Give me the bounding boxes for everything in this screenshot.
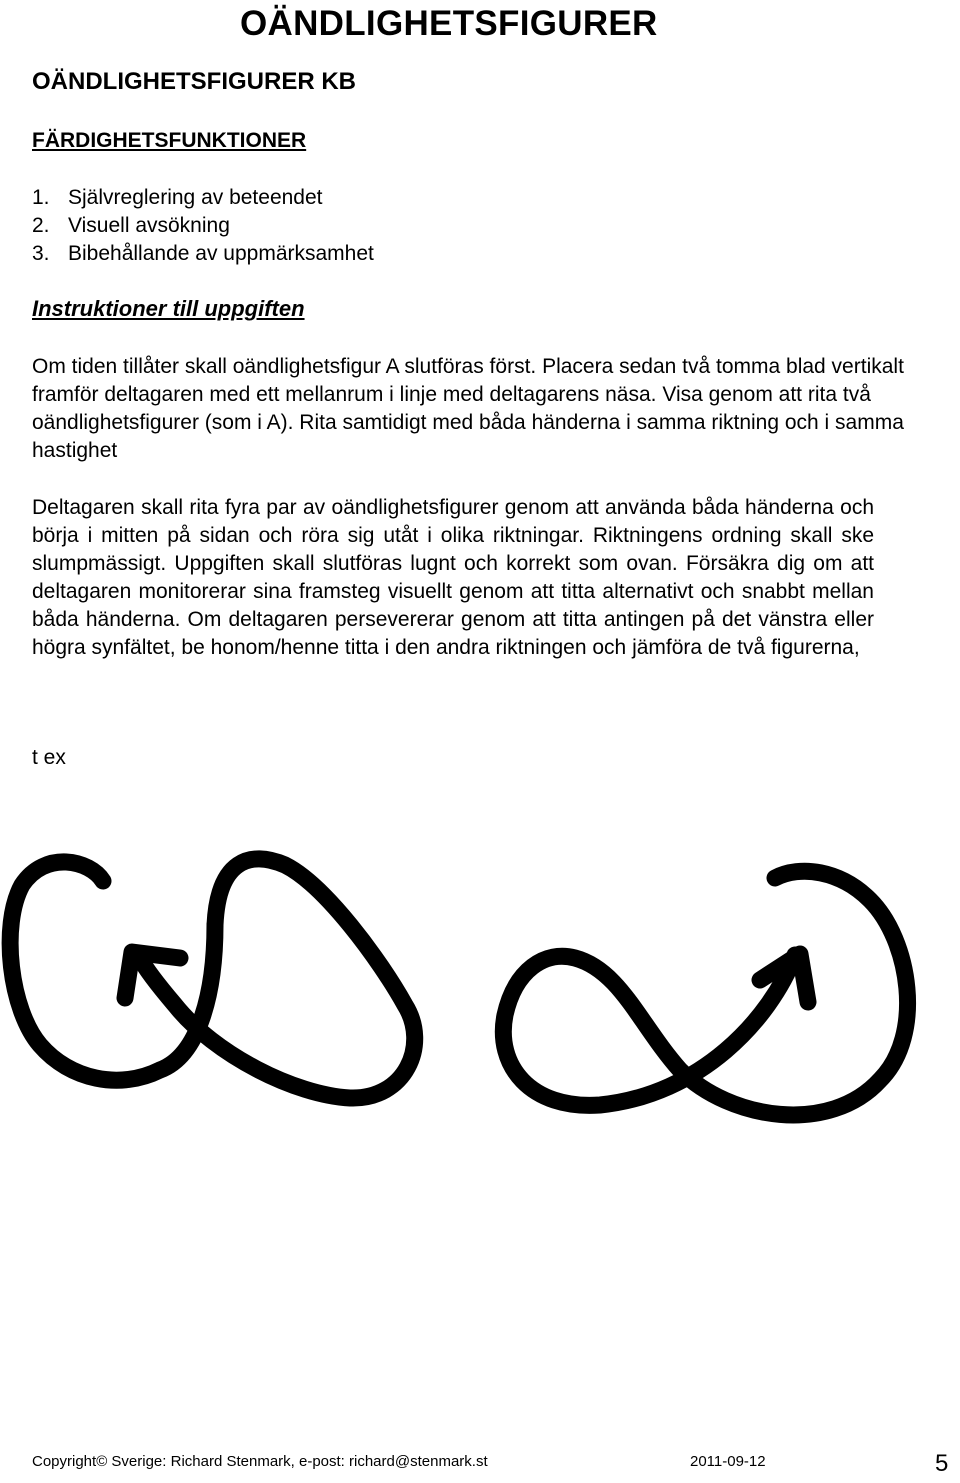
list-item — [32, 184, 374, 212]
footer-copyright: Copyright© Sverige: Richard Stenmark, e-post: richard@stenmark.st — [32, 1453, 488, 1470]
instructions-paragraph-1: Om tiden tillåter skall oändlighetsfigur A slutföras först. Placera sedan två tomma blad vertikalt framför deltagaren med ett mellanrum i linje med deltagarens näsa. Visa genom att rita två oändlighetsfigurer (som i A). Rita samtidigt med båda händerna i samma riktning och i samma hastighet — [32, 355, 904, 462]
list-text: Bibehållande av uppmärksamhet — [68, 242, 374, 265]
page-number: 5 — [935, 1450, 949, 1477]
footer-date: 2011-09-12 — [690, 1453, 766, 1470]
section-title: OÄNDLIGHETSFIGURER KB — [32, 68, 356, 95]
list-number: 1. — [32, 186, 50, 209]
list-number: 2. — [32, 214, 50, 237]
instructions-heading: Instruktioner till uppgiften — [32, 296, 305, 321]
list-item — [32, 212, 374, 240]
left-outer-loop — [10, 862, 215, 1080]
list-number: 3. — [32, 242, 50, 265]
instructions-paragraph-2: Deltagaren skall rita fyra par av oändlighetsfigurer genom att använda båda händerna och börja i mitten på sidan och röra sig utåt i olika riktningar. Riktningens ordning skall ske slumpmässigt. Uppgiften skall slutföras lugnt och korrekt som ovan. Försäkra dig om att deltagaren monitorerar sina framsteg visuellt genom att titta alternativt och snabbt mellan båda händerna. Om deltagaren persevererar genom att titta antingen på det vänstra eller högra synfältet, be honom/henne titta i den andra riktningen och jämföra de två figurerna, — [32, 496, 874, 659]
list-text: Självreglering av beteendet — [68, 186, 323, 209]
list-item — [32, 240, 374, 268]
skills-list — [32, 184, 374, 268]
page-title: OÄNDLIGHETSFIGURER — [240, 4, 658, 43]
skills-heading: FÄRDIGHETSFUNKTIONER — [32, 129, 307, 152]
right-loop-stroke — [503, 871, 907, 1115]
list-text: Visuell avsökning — [68, 214, 230, 237]
example-label: t ex — [32, 746, 66, 769]
infinity-figures-drawing — [0, 830, 960, 1150]
